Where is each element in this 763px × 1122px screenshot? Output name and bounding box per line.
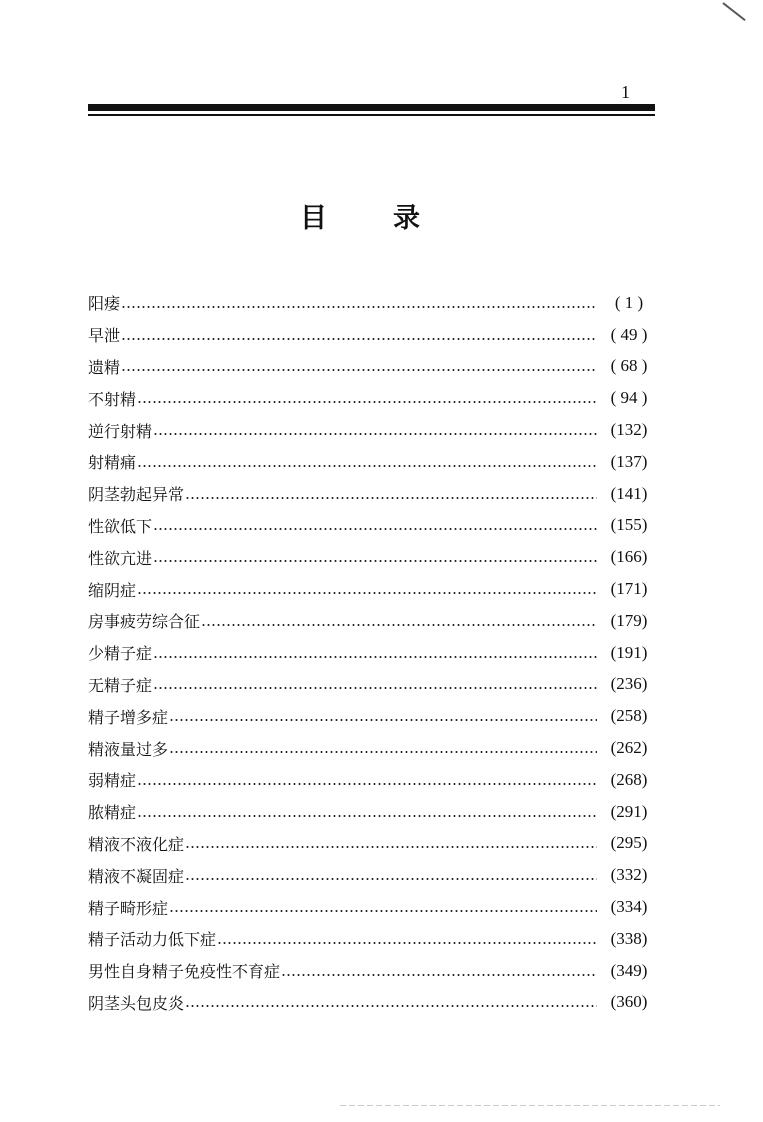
toc-dot-leader <box>169 751 597 753</box>
toc-dot-leader <box>121 338 597 340</box>
toc-entry[interactable] <box>88 987 655 1019</box>
toc-entry[interactable] <box>88 891 655 923</box>
toc-entry-page: (334) <box>610 897 648 917</box>
toc-entry-page: ( 49 ) <box>610 324 648 344</box>
toc-entry[interactable] <box>88 287 655 319</box>
toc-entry-page: (179) <box>610 610 648 630</box>
toc-entry[interactable] <box>88 669 655 701</box>
header-rule-thick <box>88 104 655 111</box>
toc-dot-leader <box>121 369 597 371</box>
toc-entry[interactable] <box>88 732 655 764</box>
toc-dot-leader <box>137 783 597 785</box>
toc-entry[interactable] <box>88 700 655 732</box>
scan-artifact-line <box>340 1105 720 1106</box>
toc-entry-page: (291) <box>610 801 648 821</box>
toc-entry[interactable] <box>88 955 655 987</box>
toc-entry-title: 不射精 <box>88 389 137 409</box>
toc-entry[interactable] <box>88 923 655 955</box>
toc-dot-leader <box>201 624 597 626</box>
toc-entry[interactable] <box>88 573 655 605</box>
toc-entry[interactable] <box>88 510 655 542</box>
toc-dot-leader <box>137 401 597 403</box>
toc-entry-title: 精液不液化症 <box>88 834 185 854</box>
page-title <box>300 196 420 235</box>
toc-entry-page: (137) <box>610 451 648 471</box>
toc-dot-leader <box>217 942 597 944</box>
toc-entry[interactable] <box>88 828 655 860</box>
toc-entry-page: (258) <box>610 706 648 726</box>
toc-entry-page: (268) <box>610 769 648 789</box>
toc-entry-title: 缩阴症 <box>88 580 137 600</box>
toc-entry-page: (262) <box>610 738 648 758</box>
toc-dot-leader <box>137 465 597 467</box>
toc-entry-page: ( 68 ) <box>610 356 648 376</box>
toc-entry-title: 男性自身精子免疫性不育症 <box>88 962 281 982</box>
toc-entry-title: 早泄 <box>88 326 121 346</box>
toc-entry-title: 性欲亢进 <box>88 548 153 568</box>
toc-entry-title: 脓精症 <box>88 803 137 823</box>
toc-entry-title: 阴茎勃起异常 <box>88 485 185 505</box>
toc-entry-title: 精液不凝固症 <box>88 866 185 886</box>
toc-entry[interactable] <box>88 478 655 510</box>
toc-dot-leader <box>185 1005 597 1007</box>
toc-entry-page: (295) <box>610 833 648 853</box>
toc-entry-page: (155) <box>610 515 648 535</box>
toc-entry[interactable] <box>88 796 655 828</box>
toc-entry-page: ( 1 ) <box>614 292 644 312</box>
toc-entry-title: 精液量过多 <box>88 739 169 759</box>
toc-entry-title: 逆行射精 <box>88 421 153 441</box>
toc-entry-title: 遗精 <box>88 357 121 377</box>
toc-entry-page: (332) <box>610 865 648 885</box>
toc-entry-title: 射精痛 <box>88 453 137 473</box>
toc-entry-page: ( 94 ) <box>610 388 648 408</box>
toc-entry-title: 弱精症 <box>88 771 137 791</box>
toc-dot-leader <box>185 497 597 499</box>
toc-entry[interactable] <box>88 382 655 414</box>
title-char-1: 目 <box>300 203 327 234</box>
toc-entry-title: 性欲低下 <box>88 516 153 536</box>
toc-dot-leader <box>137 815 597 817</box>
toc-entry[interactable] <box>88 859 655 891</box>
toc-dot-leader <box>185 878 597 880</box>
toc-entry-title: 精子活动力低下症 <box>88 930 217 950</box>
toc-entry-page: (166) <box>610 547 648 567</box>
toc-dot-leader <box>153 560 597 562</box>
toc-entry[interactable] <box>88 319 655 351</box>
header-rule-thin <box>88 114 655 116</box>
toc-entry-page: (338) <box>610 928 648 948</box>
toc-dot-leader <box>281 974 597 976</box>
toc-entry-title: 精子畸形症 <box>88 898 169 918</box>
toc-entry-page: (132) <box>610 420 648 440</box>
toc-dot-leader <box>137 592 597 594</box>
toc-dot-leader <box>121 306 597 308</box>
toc-entry-page: (360) <box>610 992 648 1012</box>
toc-entry-page: (191) <box>610 642 648 662</box>
toc-dot-leader <box>153 528 597 530</box>
toc-dot-leader <box>169 910 597 912</box>
toc-entry-page: (349) <box>610 960 648 980</box>
toc-entry-page: (171) <box>610 579 648 599</box>
page-number: 1 <box>621 82 630 102</box>
toc-dot-leader <box>185 846 597 848</box>
toc-entry-title: 少精子症 <box>88 644 153 664</box>
toc-entry[interactable] <box>88 446 655 478</box>
toc-entry[interactable] <box>88 351 655 383</box>
toc-entry[interactable] <box>88 541 655 573</box>
toc-entry[interactable] <box>88 637 655 669</box>
toc-entry-title: 精子增多症 <box>88 707 169 727</box>
toc-entry-title: 无精子症 <box>88 675 153 695</box>
toc-entry-page: (141) <box>610 483 648 503</box>
title-char-2: 录 <box>393 203 420 234</box>
toc-entry[interactable] <box>88 764 655 796</box>
toc-entry[interactable] <box>88 605 655 637</box>
toc-dot-leader <box>153 687 597 689</box>
toc-entry-title: 阴茎头包皮炎 <box>88 993 185 1013</box>
toc-entry-title: 阳痿 <box>88 294 121 314</box>
table-of-contents <box>88 287 655 1018</box>
toc-dot-leader <box>153 656 597 658</box>
toc-entry-title: 房事疲劳综合征 <box>88 612 201 632</box>
toc-dot-leader <box>169 719 597 721</box>
toc-entry-page: (236) <box>610 674 648 694</box>
toc-dot-leader <box>153 433 597 435</box>
toc-entry[interactable] <box>88 414 655 446</box>
scan-artifact-mark <box>722 2 745 21</box>
